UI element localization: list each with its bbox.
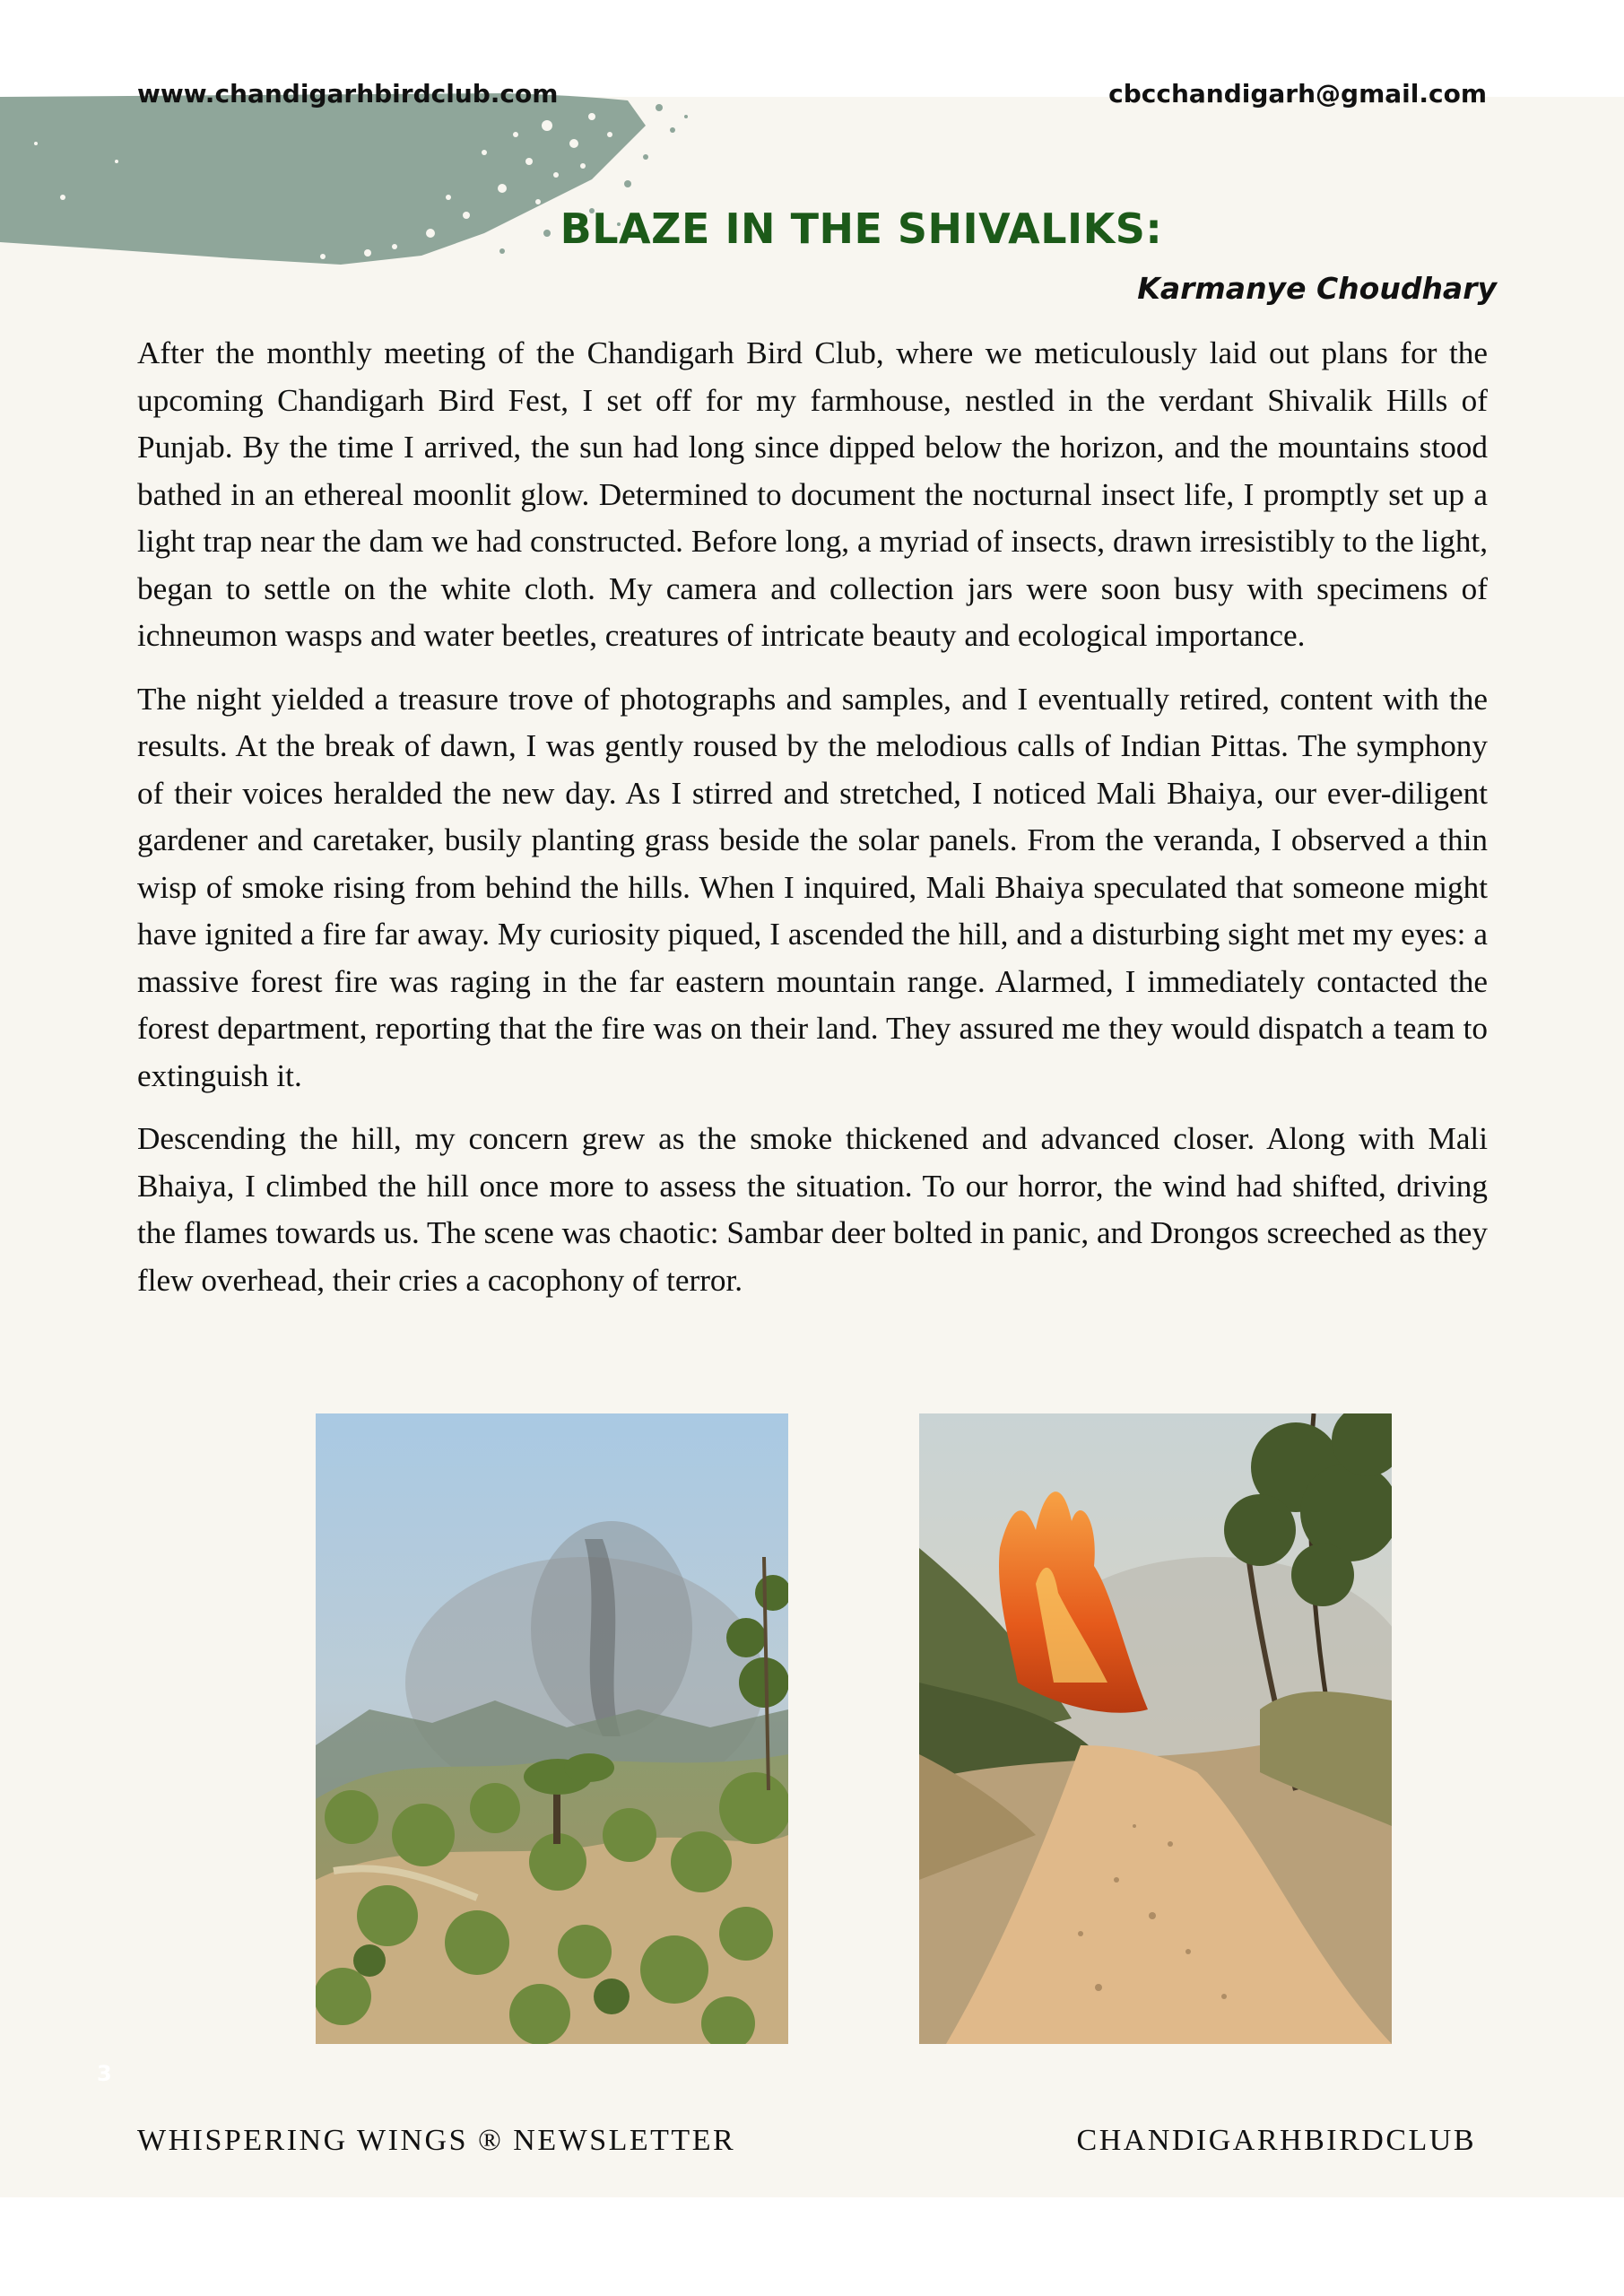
website-link[interactable]: www.chandigarhbirdclub.com — [137, 79, 559, 109]
article-body — [137, 330, 1488, 1320]
email-link[interactable]: cbcchandigarh@gmail.com — [1108, 79, 1487, 109]
photo-forest-fire-path — [919, 1413, 1392, 2044]
paragraph: After the monthly meeting of the Chandigarh Bird Club, where we meticulously laid out plans for the upcoming Chandigarh Bird Fest, I set off for my farmhouse, nestled in the verdant Shivalik Hills of Punjab. By the time I arrived, the sun had long since dipped below the horizon, and the mountains stood bathed in an ethereal moonlit glow. Determined to document the nocturnal insect life, I promptly set up a light trap near the dam we had constructed. Before long, a myriad of insects, drawn irresistibly to the light, began to settle on the white cloth. My camera and collection jars were soon busy with specimens of ichneumon wasps and water beetles, creatures of intricate beauty and ecological importance. — [137, 335, 1488, 653]
article-author: Karmanye Choudhary — [1137, 271, 1497, 306]
footer-newsletter-name: WHISPERING WINGS ® NEWSLETTER — [137, 2124, 736, 2157]
footer-club-name: CHANDIGARHBIRDCLUB — [1076, 2124, 1476, 2157]
paragraph: The night yielded a treasure trove of photographs and samples, and I eventually retired, content with the results. At the break of dawn, I was gently roused by the melodious calls of Indian Pittas. The symphony of their voices heralded the new day. As I stirred and stretched, I noticed Mali Bhaiya, our ever-diligent gardener and caretaker, busily planting grass beside the solar panels. From the veranda, I observed a thin wisp of smoke rising from behind the hills. When I inquired, Mali Bhaiya speculated that someone might have ignited a fire far away. My curiosity piqued, I ascended the hill, and a disturbing sight met my eyes: a massive forest fire was raging in the far eastern mountain range. Alarmed, I immediately contacted the forest department, reporting that the fire was on their land. They assured me they would dispatch a team to extinguish it. — [137, 681, 1488, 1093]
article-title: BLAZE IN THE SHIVALIKS: — [560, 204, 1163, 253]
paragraph: Descending the hill, my concern grew as the smoke thickened and advanced closer. Along with Mali Bhaiya, I climbed the hill once more to assess the situation. To our horror, the wind had shifted, driving the flames towards us. The scene was chaotic: Sambar deer bolted in panic, and Drongos screeched as they flew overhead, their cries a cacophony of terror. — [137, 1121, 1488, 1298]
photo-smoke-over-hills — [316, 1413, 788, 2044]
page-number: 3 — [97, 2061, 112, 2086]
